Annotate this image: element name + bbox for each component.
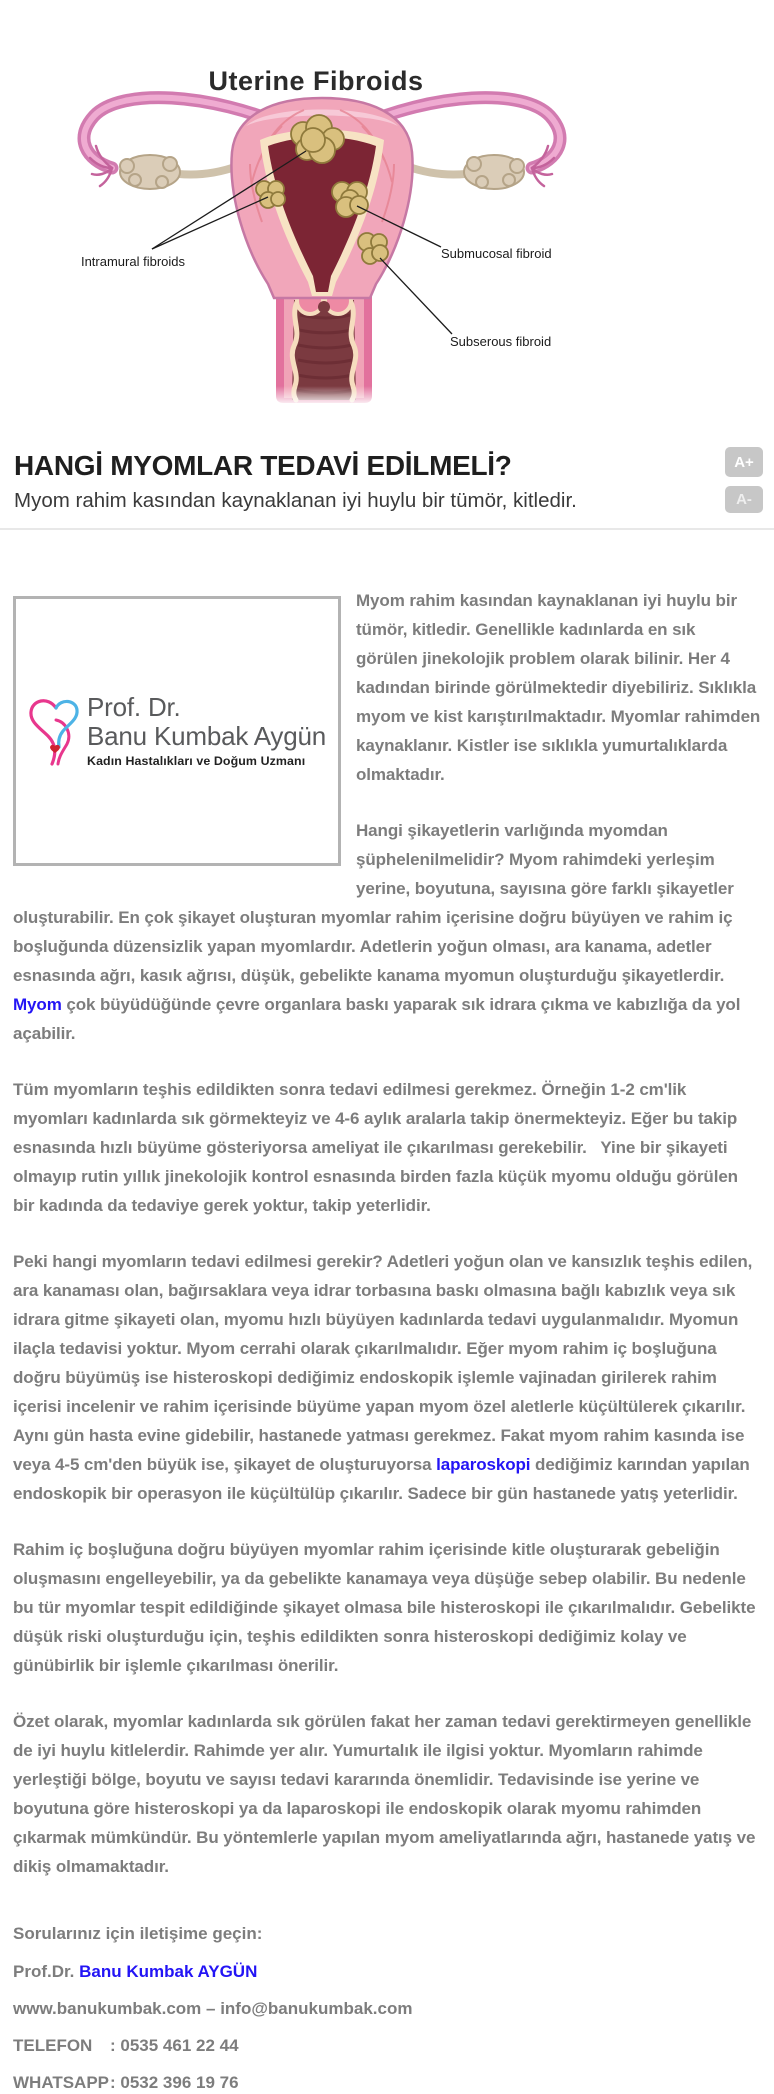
heart-icon (50, 745, 60, 753)
whatsapp-label: WHATSAPP (13, 2073, 110, 2092)
label-intramural-fibroids: Intramural fibroids (80, 254, 185, 269)
doctor-name-link[interactable]: Banu Kumbak AYGÜN (79, 1962, 258, 1981)
paragraph-treatment-text-after: dediğimiz karından yapılan endoskopik bir operasyon ile küçültülüp çıkarılır. Sadece bir gün hastanede yatış yeterlidir. (13, 1455, 750, 1503)
paragraph-symptoms-text-after: çok büyüdüğünde çevre organlara baskı yaparak sık idrara çıkma ve kabızlığa da yol açabilir. (13, 995, 741, 1043)
section-divider (0, 528, 774, 530)
fibroid-intramural-left (256, 181, 285, 208)
font-decrease-button[interactable]: A- (725, 486, 763, 513)
doctor-logo-box (13, 596, 341, 866)
fibroid-submucosal (332, 182, 368, 217)
cervical-canal (272, 288, 376, 406)
contact-website-row[interactable]: www.banukumbak.com – info@banukumbak.com (13, 1999, 413, 2018)
logo-doctor-name: Banu Kumbak Aygün (87, 721, 326, 751)
myom-link[interactable]: Myom (13, 995, 62, 1014)
doctor-logo (28, 693, 326, 769)
article-header (0, 420, 774, 514)
doctor-logo-text (87, 693, 326, 769)
contact-section (0, 1923, 774, 2094)
page-subtitle: Myom rahim kasından kaynaklanan iyi huylu bir tümör, kitledir. (14, 489, 577, 512)
contact-whatsapp-row (13, 2072, 761, 2094)
doctor-logo-icon (28, 696, 80, 766)
contact-name-prefix: Prof.Dr. (13, 1962, 80, 1981)
font-increase-button[interactable]: A+ (725, 447, 763, 477)
whatsapp-number: : 0532 396 19 76 (110, 2073, 239, 2092)
illustration-title: Uterine Fibroids (208, 66, 424, 96)
label-subserous-fibroid: Subserous fibroid (450, 334, 552, 349)
phone-label: TELEFON (13, 2036, 93, 2055)
paragraph-treatment (13, 1247, 761, 1508)
hero-illustration (0, 0, 774, 420)
paragraph-hysteroscopy: Rahim iç boşluğuna doğru büyüyen myomlar rahim içerisinde kitle oluşturarak gebeliğin oluşmasını engelleyebilir, ya da gebelikte kanamaya veya düşüğe sebep olabilir. Bu nedenle bu tür myomlar tespit edildiğinde şikayet olmasa bile histeroskopi ile çıkarılmalıdır. Gebelikte düşük riski oluşturduğu için, teşhis edildikten sonra histeroskopi dediğimiz kolay ve günübirlik bir işlemle çıkarılması önerilir. (13, 1540, 756, 1675)
label-submucosal-fibroid: Submucosal fibroid (441, 246, 552, 261)
contact-phone-row (13, 2035, 761, 2057)
paragraph-intro: Myom rahim kasından kaynaklanan iyi huylu bir tümör, kitledir. Genellikle kadınlarda en sık görülen jinekolojik problem olarak bilinir. Her 4 kadından birinde görülmektedir diyebiliriz. Sıklıkla myom ve kist karıştırılmaktadır. Myomlar rahimden kaynaklanır. Kistler ise sıklıkla yumurtalıklarda olmaktadır. (356, 591, 761, 784)
paragraph-summary: Özet olarak, myomlar kadınlarda sık görülen fakat her zaman tedavi gerektirmeyen genellikle de iyi huylu kitlelerdir. Rahimde yer alır. Yumurtalık ile ilgisi yoktur. Myomların rahimde yerleştiği bölge, boyutu ve sayısı tedavi kararında önemlidir. Tedavisinde ise yerine ve boyutuna göre histeroskopi ya da laparoskopi ile endoskopik olarak myomu rahimden çıkarmak mümkündür. Bu yöntemlerle yapılan myom ameliyatlarında ağrı, hastanede yatış ve dikiş olmamaktadır. (13, 1712, 756, 1876)
paragraph-symptoms-text: Hangi şikayetlerin varlığında myomdan şüphelenilmelidir? Myom rahimdeki yerleşim yerine, boyutuna, sayısına göre farklı şikayetler oluşturabilir. En çok şikayet oluşturan myomlar rahim içerisine doğru büyüyen ve rahim iç boşluğunda düzensizlik yapan myomlardır. Adetlerin yoğun olması, ara kanama, adetler esnasında ağrı, kasık ağrısı, düşük, gebelikte kanama myomun oluşturduğu şikayetlerdir. (13, 821, 734, 985)
logo-title-prefix: Prof. Dr. (87, 692, 181, 722)
ovary (120, 155, 180, 189)
logo-specialty: Kadın Hastalıkları ve Doğum Uzmanı (87, 754, 306, 768)
uterine-fibroids-illustration (0, 0, 774, 420)
contact-name-row (13, 1961, 761, 1983)
laparoskopi-link[interactable]: laparoskopi (436, 1455, 531, 1474)
article-body (0, 586, 774, 1881)
contact-intro: Sorularınız için iletişime geçin: (13, 1924, 263, 1943)
phone-number: : 0535 461 22 44 (110, 2036, 239, 2055)
page-title: HANGİ MYOMLAR TEDAVİ EDİLMELİ? (14, 450, 512, 481)
paragraph-followup: Tüm myomların teşhis edildikten sonra tedavi edilmesi gerekmez. Örneğin 1-2 cm'lik myomları kadınlarda sık görmekteyiz ve 4-6 aylık aralarla takip önermekteyiz. Eğer bu takip esnasında hızlı büyüme gösteriyorsa ameliyat ile çıkarılması gerekebilir. Yine bir şikayeti olmayıp rutin yıllık jinekolojik kontrol esnasında birden fazla küçük myomu olduğu görülen bir kadında da tedaviye gerek yoktur, takip yeterlidir. (13, 1080, 738, 1215)
fibroid-subserous (358, 233, 388, 264)
font-size-controls (725, 447, 763, 513)
paragraph-treatment-text: Peki hangi myomların tedavi edilmesi gerekir? Adetleri yoğun olan ve kansızlık teşhis edilen, ara kanaması olan, bağırsaklara veya idrar torbasına baskı olmasına bağlı kabızlık veya sık idrara gitme şikayeti olan, myomu hızlı büyüyen kadınlarda tedavi uygulanmalıdır. Myomun ilaçla tedavisi yoktur. Myom cerrahi olarak çıkarılmalıdır. Eğer myom rahim iç boşluğuna doğru büyümüş ise histeroskopi dediğimiz endoskopik işlemle vajinadan girilerek rahim içerisi incelenir ve rahim içerisinde büyüme yapan myom özel aletlerle küçültülerek çıkarılır. Aynı gün hasta evine gidebilir, hastanede yatması gerekmez. Fakat myom rahim kasında ise veya 4-5 cm'den büyük ise, şikayet de oluşturuyorsa (13, 1252, 753, 1474)
